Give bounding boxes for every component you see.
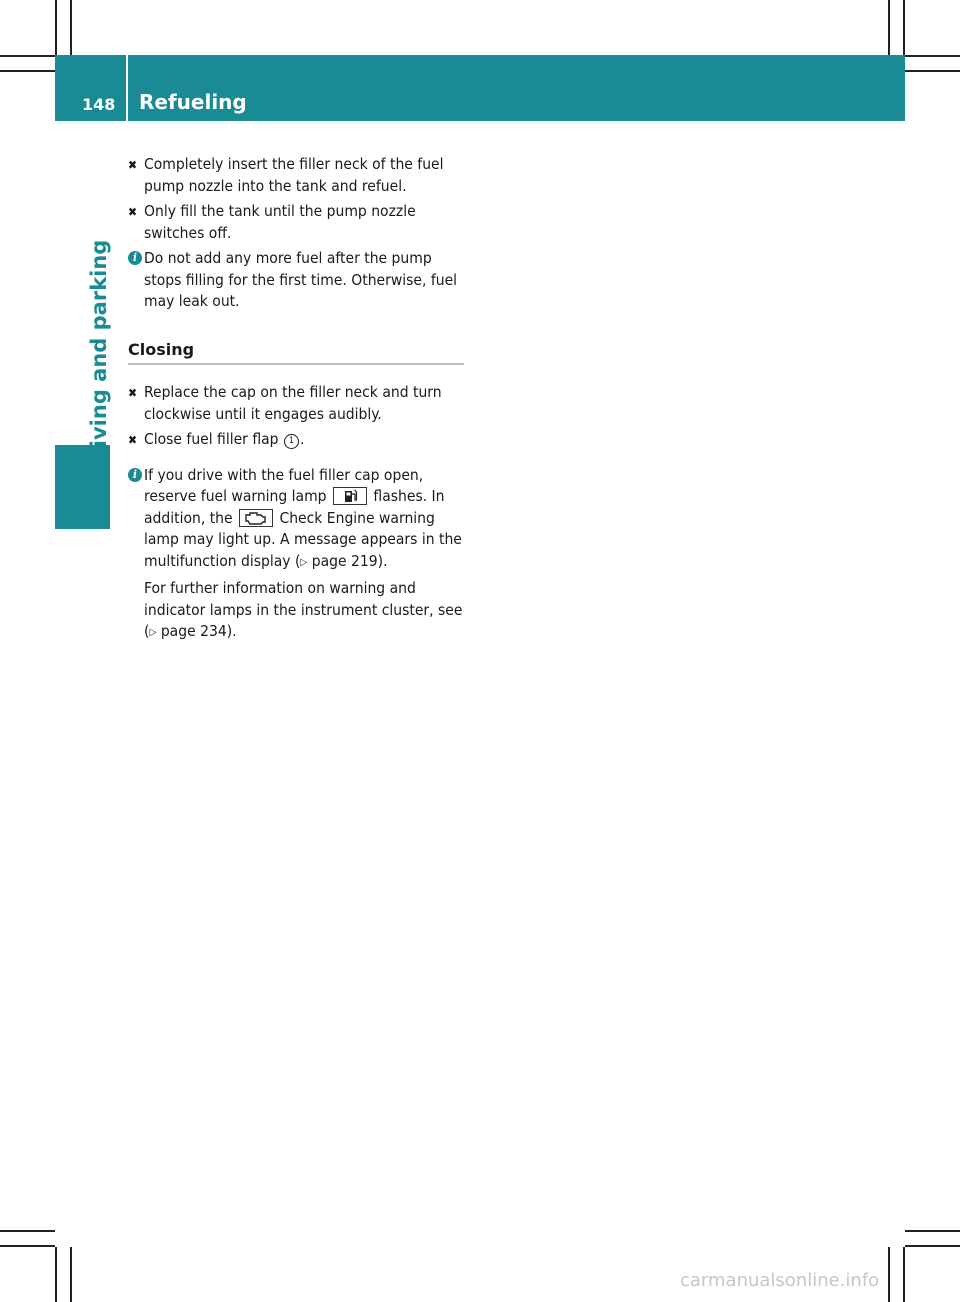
crop-mark [0,55,55,57]
crop-mark [888,1247,890,1302]
main-content [128,154,464,644]
note-text: For further information on warning and indicator lamps in the instrument cluster, see ( [144,579,463,640]
crop-mark [55,1247,57,1302]
note-text: flashes. In addition, the [144,487,445,527]
crop-mark [903,0,905,55]
crop-mark [888,0,890,55]
info-note [128,248,464,313]
info-subtext [128,578,464,644]
crop-mark [905,70,960,72]
arrow-icon: ✖ [128,433,138,447]
crop-mark [55,0,57,55]
arrow-icon: ✖ [128,386,138,400]
check-engine-icon [239,509,273,527]
crop-mark [905,55,960,57]
crop-mark [70,0,72,55]
crop-mark [70,1247,72,1302]
crop-mark [0,1230,55,1232]
header-divider [126,55,128,121]
arrow-icon: ✖ [128,158,138,172]
step-item [128,201,464,244]
note-text: ). [377,551,388,570]
section-label: Driving and parking [87,239,111,475]
arrow-icon: ✖ [128,205,138,219]
crop-mark [0,70,55,72]
closing-steps [128,382,464,451]
step-item [128,429,464,451]
step-item [128,154,464,197]
crop-mark [905,1245,960,1247]
crop-mark [903,1247,905,1302]
page-ref-arrow-icon: ▷ [300,556,308,568]
callout-marker: 1 [284,434,299,449]
page-ref: page 234 [160,622,227,640]
page-ref: page 219 [311,551,378,570]
step-text: Close fuel filler flap [144,430,279,448]
crop-mark [0,1245,55,1247]
info-icon: i [128,251,142,265]
step-end: . [299,430,305,448]
note-text: If you drive with the fuel filler cap open, reserve fuel warning lamp [144,465,424,505]
watermark: carmanualsonline.info [680,1270,880,1291]
section-heading: Closing [128,339,464,366]
note-text: Check Engine warning lamp may light up. A message appears in the multifunction display ( [144,508,462,570]
info-note [128,465,464,574]
crop-mark [905,1230,960,1232]
note-text: ). [226,622,237,640]
page-title: Refueling [139,90,247,114]
page-ref-arrow-icon: ▷ [149,627,157,638]
step-text: Completely insert the filler neck of the fuel pump nozzle into the tank and refuel. [144,155,444,195]
step-item [128,382,464,425]
step-text: Only fill the tank until the pump nozzle switches off. [144,202,416,242]
page-number: 148 [82,95,116,114]
step-text: Replace the cap on the filler neck and turn clockwise until it engages audibly. [144,383,442,423]
note-text: Do not add any more fuel after the pump stops filling for the first time. Otherwise, fuel may leak out. [144,249,458,310]
fuel-pump-warning-icon [333,487,367,505]
info-icon: i [128,468,142,482]
